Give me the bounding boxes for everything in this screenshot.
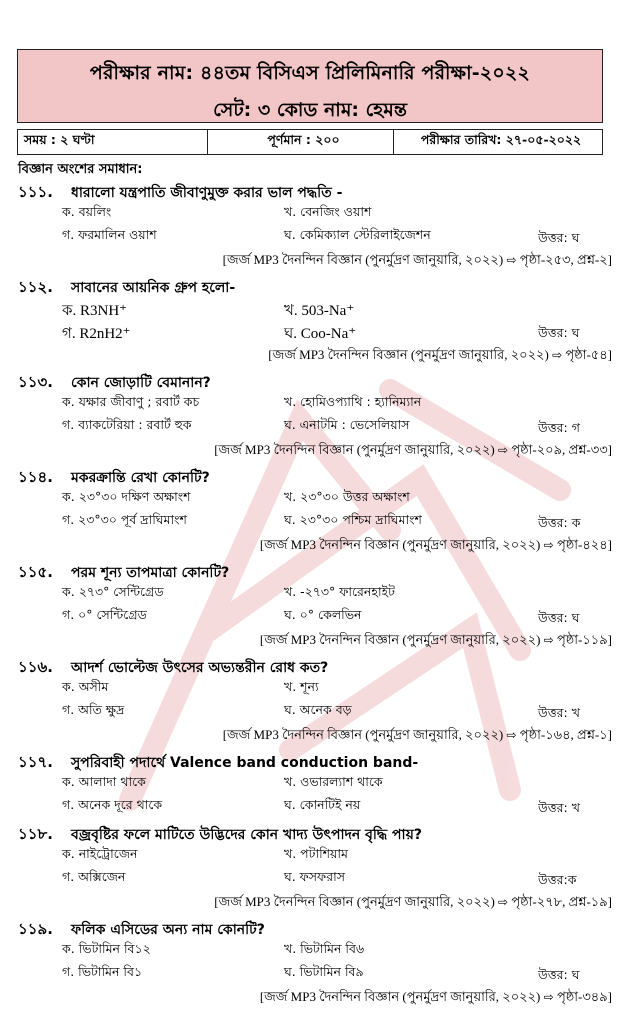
question-118 xyxy=(18,823,612,918)
reference-book: [জর্জ MP3 দৈনন্দিন বিজ্ঞান (পুনর্মুদ্রণ জানুয়ারি, ২০২২) xyxy=(268,347,549,362)
arrow-right-icon: ⇨ xyxy=(506,253,517,267)
question-text: বজ্রবৃষ্টির ফলে মাটিতে উদ্ভিদের কোন খাদ্য উৎপাদন বৃদ্ধি পায়? xyxy=(71,827,422,843)
option-gha: ঘ. কোনটিই নয় xyxy=(284,797,361,812)
option-kha: খ. হোমিওপ্যাথি : হ্যানিম্যান xyxy=(284,394,422,409)
question-number: ১১৬. xyxy=(18,658,53,676)
arrow-right-icon: ⇨ xyxy=(498,443,509,457)
reference-book: [জর্জ MP3 দৈনন্দিন বিজ্ঞান (পুনর্মুদ্রণ জানুয়ারি, ২০২২) xyxy=(222,727,504,742)
option-ka: ক. ২৭৩° সেন্টিগ্রেড xyxy=(62,584,164,599)
option-kha: খ. -২৭৩° ফারেনহাইট xyxy=(284,584,395,599)
question-text: ফলিক এসিডের অন্য নাম কোনটি? xyxy=(71,922,265,938)
option-kha: খ. ভিটামিন বি৬ xyxy=(284,941,365,956)
reference-page: পৃষ্ঠা-৪২৪] xyxy=(556,537,612,552)
answer: উত্তর: ঘ xyxy=(538,325,580,340)
answer: উত্তর: গ xyxy=(538,420,580,435)
exam-header xyxy=(17,49,603,123)
option-ga: গ. R2nH2⁺ xyxy=(62,326,131,342)
reference-page: পৃষ্ঠা-৫৪] xyxy=(565,347,612,362)
option-ka: ক. R3NH⁺ xyxy=(62,303,128,319)
option-gha: ঘ. এনাটমি : ভেসেলিয়াস xyxy=(284,417,410,432)
question-text: সাবানের আয়নিক গ্রুপ হলো- xyxy=(71,280,236,296)
question-number: ১১৩. xyxy=(18,373,53,391)
question-number: ১১৯. xyxy=(18,920,53,938)
answer: উত্তর:ক xyxy=(538,872,577,887)
exam-set-code: সেট: ৩ কোড নাম: হেমন্ত xyxy=(213,99,407,121)
option-kha: খ. ওভারল্যাশ থাকে xyxy=(284,774,383,789)
reference xyxy=(260,988,612,1009)
question-text: আদর্শ ভোল্টেজ উৎসের অভ্যন্তরীন রোধ কত? xyxy=(71,660,329,676)
option-ka: ক. ভিটামিন বি১২ xyxy=(62,941,151,956)
option-gha: ঘ. ২৩°৩০ পশ্চিম দ্রাঘিমাংশ xyxy=(284,512,422,527)
option-ga: গ. ব্যাকটেরিয়া : রবার্ট হুক xyxy=(62,417,192,432)
option-ka: ক. বয়লিং xyxy=(62,204,112,219)
exam-marks: পূর্ণমান : ২০০ xyxy=(208,130,394,154)
option-ga: গ. অনেক দূরে থাকে xyxy=(62,797,163,812)
option-kha: খ. 503-Na⁺ xyxy=(284,303,355,319)
question-112 xyxy=(18,276,612,371)
question-number: ১১৭. xyxy=(18,753,53,771)
reference xyxy=(223,251,612,272)
exam-meta-row xyxy=(17,129,603,155)
answer: উত্তর: ক xyxy=(538,515,581,530)
reference-book: [জর্জ MP3 দৈনন্দিন বিজ্ঞান (পুনর্মুদ্রণ জানুয়ারি, ২০২২) xyxy=(222,252,504,267)
option-ka: ক. যক্ষার জীবাণু ; রবার্ট কচ xyxy=(62,394,200,409)
reference xyxy=(260,631,612,652)
arrow-right-icon: ⇨ xyxy=(543,990,554,1004)
arrow-right-icon: ⇨ xyxy=(543,633,554,647)
option-ka: ক. নাইট্রোজেন xyxy=(62,846,138,861)
question-113 xyxy=(18,371,612,466)
question-number: ১১১. xyxy=(18,183,53,201)
question-text: সুপরিবাহী পদার্থে Valence band conduction band- xyxy=(71,755,419,771)
exam-time: সময় : ২ ঘণ্টা xyxy=(18,130,208,154)
option-gha: ঘ. কেমিক্যাল স্টেরিলাইজেশন xyxy=(284,227,431,242)
option-ga: গ. অতি ক্ষুদ্র xyxy=(62,702,125,717)
option-gha: ঘ. ০° কেলভিন xyxy=(284,607,362,622)
question-119 xyxy=(18,918,612,1013)
question-111 xyxy=(18,181,612,276)
option-ga: গ. ০° সেন্টিগ্রেড xyxy=(62,607,147,622)
option-ga: গ. ফরমালিন ওয়াশ xyxy=(62,227,157,242)
reference xyxy=(214,893,612,914)
question-number: ১১৫. xyxy=(18,563,53,581)
option-ka: ক. আলাদা থাকে xyxy=(62,774,146,789)
exam-title: পরীক্ষার নাম: ৪৪তম বিসিএস প্রিলিমিনারি পরীক্ষা-২০২২ xyxy=(89,62,531,84)
option-kha: খ. বেনজিং ওয়াশ xyxy=(284,204,372,219)
option-gha: ঘ. অনেক বড় xyxy=(284,702,352,717)
question-list xyxy=(18,181,612,1013)
arrow-right-icon: ⇨ xyxy=(506,728,517,742)
arrow-right-icon: ⇨ xyxy=(543,538,554,552)
question-number: ১১৪. xyxy=(18,468,53,486)
option-kha: খ. শূন্য xyxy=(284,679,319,694)
option-gha: ঘ. Coo-Na⁺ xyxy=(284,326,357,342)
option-gha: ঘ. ফসফরাস xyxy=(284,869,345,884)
exam-date: পরীক্ষার তারিখ: ২৭-০৫-২০২২ xyxy=(420,132,582,147)
question-text: মকরক্রান্তি রেখা কোনটি? xyxy=(71,470,210,486)
reference-page: পৃষ্ঠা-১১৯] xyxy=(556,632,612,647)
reference-book: [জর্জ MP3 দৈনন্দিন বিজ্ঞান (পুনর্মুদ্রণ জানুয়ারি, ২০২২) xyxy=(214,894,495,909)
question-text: কোন জোড়াটি বেমানান? xyxy=(71,375,211,391)
answer: উত্তর: খ xyxy=(538,705,580,720)
reference-book: [জর্জ MP3 দৈনন্দিন বিজ্ঞান (পুনর্মুদ্রণ জানুয়ারি, ২০২২) xyxy=(214,442,495,457)
answer: উত্তর: ঘ xyxy=(538,967,580,982)
option-ka: ক. ২৩°৩০ দক্ষিণ অক্ষাংশ xyxy=(62,489,191,504)
answer: উত্তর: খ xyxy=(538,800,580,815)
reference-page: পৃষ্ঠা-১৬৪, প্রশ্ন-১] xyxy=(519,727,612,742)
question-115 xyxy=(18,561,612,656)
arrow-right-icon: ⇨ xyxy=(498,895,509,909)
option-kha: খ. পটাশিয়াম xyxy=(284,846,348,861)
reference-page: পৃষ্ঠা-২০৯, প্রশ্ন-৩৩] xyxy=(511,442,612,457)
arrow-right-icon: ⇨ xyxy=(552,348,563,362)
reference-book: [জর্জ MP3 দৈনন্দিন বিজ্ঞান (পুনর্মুদ্রণ জানুয়ারি, ২০২২) xyxy=(259,632,541,647)
question-117 xyxy=(18,751,612,823)
reference-book: [জর্জ MP3 দৈনন্দিন বিজ্ঞান (পুনর্মুদ্রণ জানুয়ারি, ২০২২) xyxy=(259,537,541,552)
answer: উত্তর: ঘ xyxy=(538,230,580,245)
option-ga: গ. ভিটামিন বি১ xyxy=(62,964,143,979)
reference-page: পৃষ্ঠা-২৭৮, প্রশ্ন-১৯] xyxy=(511,894,612,909)
question-number: ১১২. xyxy=(18,278,53,296)
reference xyxy=(268,346,612,367)
reference xyxy=(260,536,612,557)
reference xyxy=(223,726,612,747)
section-title: বিজ্ঞান অংশের সমাধান: xyxy=(18,162,143,177)
option-gha: ঘ. ভিটামিন বি৯ xyxy=(284,964,364,979)
question-text: পরম শূন্য তাপমাত্রা কোনটি? xyxy=(71,565,230,581)
question-number: ১১৮. xyxy=(18,825,53,843)
option-ga: গ. ২৩°৩০ পূর্ব দ্রাঘিমাংশ xyxy=(62,512,187,527)
option-ga: গ. অক্সিজেন xyxy=(62,869,126,884)
question-114 xyxy=(18,466,612,561)
question-text: ধারালো যন্ত্রপাতি জীবাণুমুক্ত করার ভাল পদ্ধতি - xyxy=(71,185,343,201)
reference-page: পৃষ্ঠা-৩৪৯] xyxy=(556,989,612,1004)
option-ka: ক. অসীম xyxy=(62,679,109,694)
option-kha: খ. ২৩°৩০ উত্তর অক্ষাংশ xyxy=(284,489,410,504)
answer: উত্তর: ঘ xyxy=(538,610,580,625)
reference-page: পৃষ্ঠা-২৫৩, প্রশ্ন-২] xyxy=(519,252,612,267)
reference xyxy=(214,441,612,462)
reference-book: [জর্জ MP3 দৈনন্দিন বিজ্ঞান (পুনর্মুদ্রণ জানুয়ারি, ২০২২) xyxy=(259,989,541,1004)
question-116 xyxy=(18,656,612,751)
